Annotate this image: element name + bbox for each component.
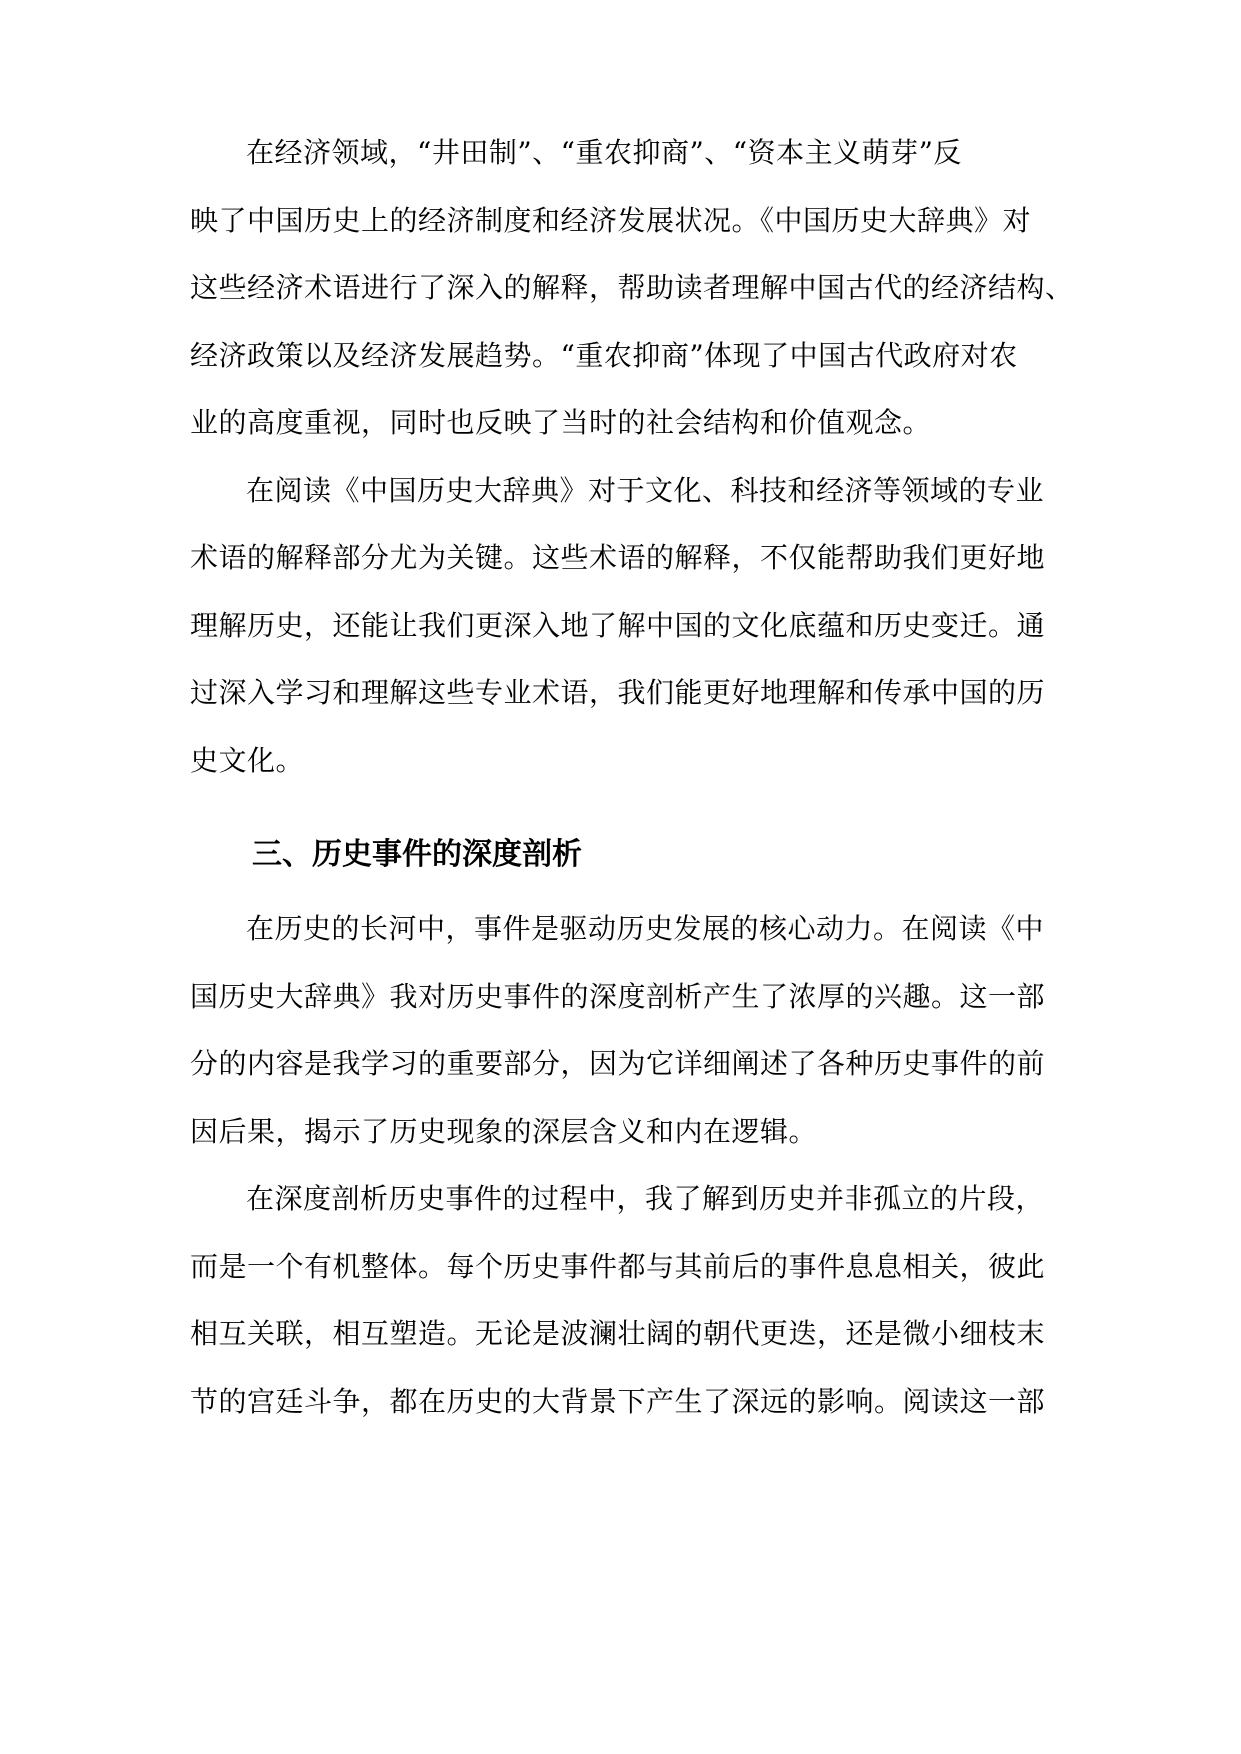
- paragraph-2-line-5: 史文化。: [190, 744, 305, 777]
- section-heading: 三、历史事件的深度剖析: [252, 837, 582, 872]
- paragraph-3-line-4: 因后果，揭示了历史现象的深层含义和内在逻辑。: [190, 1115, 818, 1148]
- paragraph-1-line-3: 这些经济术语进行了深入的解释，帮助读者理解中国古代的经济结构、: [190, 271, 1074, 304]
- paragraph-3-line-2: 国历史大辞典》我对历史事件的深度剖析产生了浓厚的兴趣。这一部: [190, 980, 1046, 1013]
- paragraph-3-line-3: 分的内容是我学习的重要部分，因为它详细阐述了各种历史事件的前: [190, 1047, 1046, 1080]
- paragraph-2-line-3: 理解历史，还能让我们更深入地了解中国的文化底蕴和历史变迁。通: [190, 609, 1046, 642]
- paragraph-4-line-1: 在深度剖析历史事件的过程中，我了解到历史并非孤立的片段，: [246, 1182, 1045, 1215]
- paragraph-4-line-3: 相互关联，相互塑造。无论是波澜壮阔的朝代更迭，还是微小细枝末: [190, 1317, 1046, 1350]
- paragraph-3-line-1: 在历史的长河中，事件是驱动历史发展的核心动力。在阅读《中: [246, 912, 1045, 945]
- paragraph-4-line-2: 而是一个有机整体。每个历史事件都与其前后的事件息息相关，彼此: [190, 1250, 1046, 1283]
- paragraph-1-line-4: 经济政策以及经济发展趋势。“重农抑商”体现了中国古代政府对农: [190, 339, 1018, 372]
- paragraph-2-line-1: 在阅读《中国历史大辞典》对于文化、科技和经济等领域的专业: [246, 474, 1045, 507]
- paragraph-4-line-4: 节的宫廷斗争，都在历史的大背景下产生了深远的影响。阅读这一部: [190, 1385, 1046, 1418]
- paragraph-1-line-1: 在经济领域，“井田制”、“重农抑商”、“资本主义萌芽”反: [246, 136, 962, 169]
- paragraph-1-line-2: 映了中国历史上的经济制度和经济发展状况。《中国历史大辞典》对: [190, 204, 1032, 237]
- paragraph-2-line-4: 过深入学习和理解这些专业术语，我们能更好地理解和传承中国的历: [190, 676, 1046, 709]
- paragraph-2-line-2: 术语的解释部分尤为关键。这些术语的解释，不仅能帮助我们更好地: [190, 541, 1046, 574]
- paragraph-1-line-5: 业的高度重视，同时也反映了当时的社会结构和价值观念。: [190, 406, 932, 439]
